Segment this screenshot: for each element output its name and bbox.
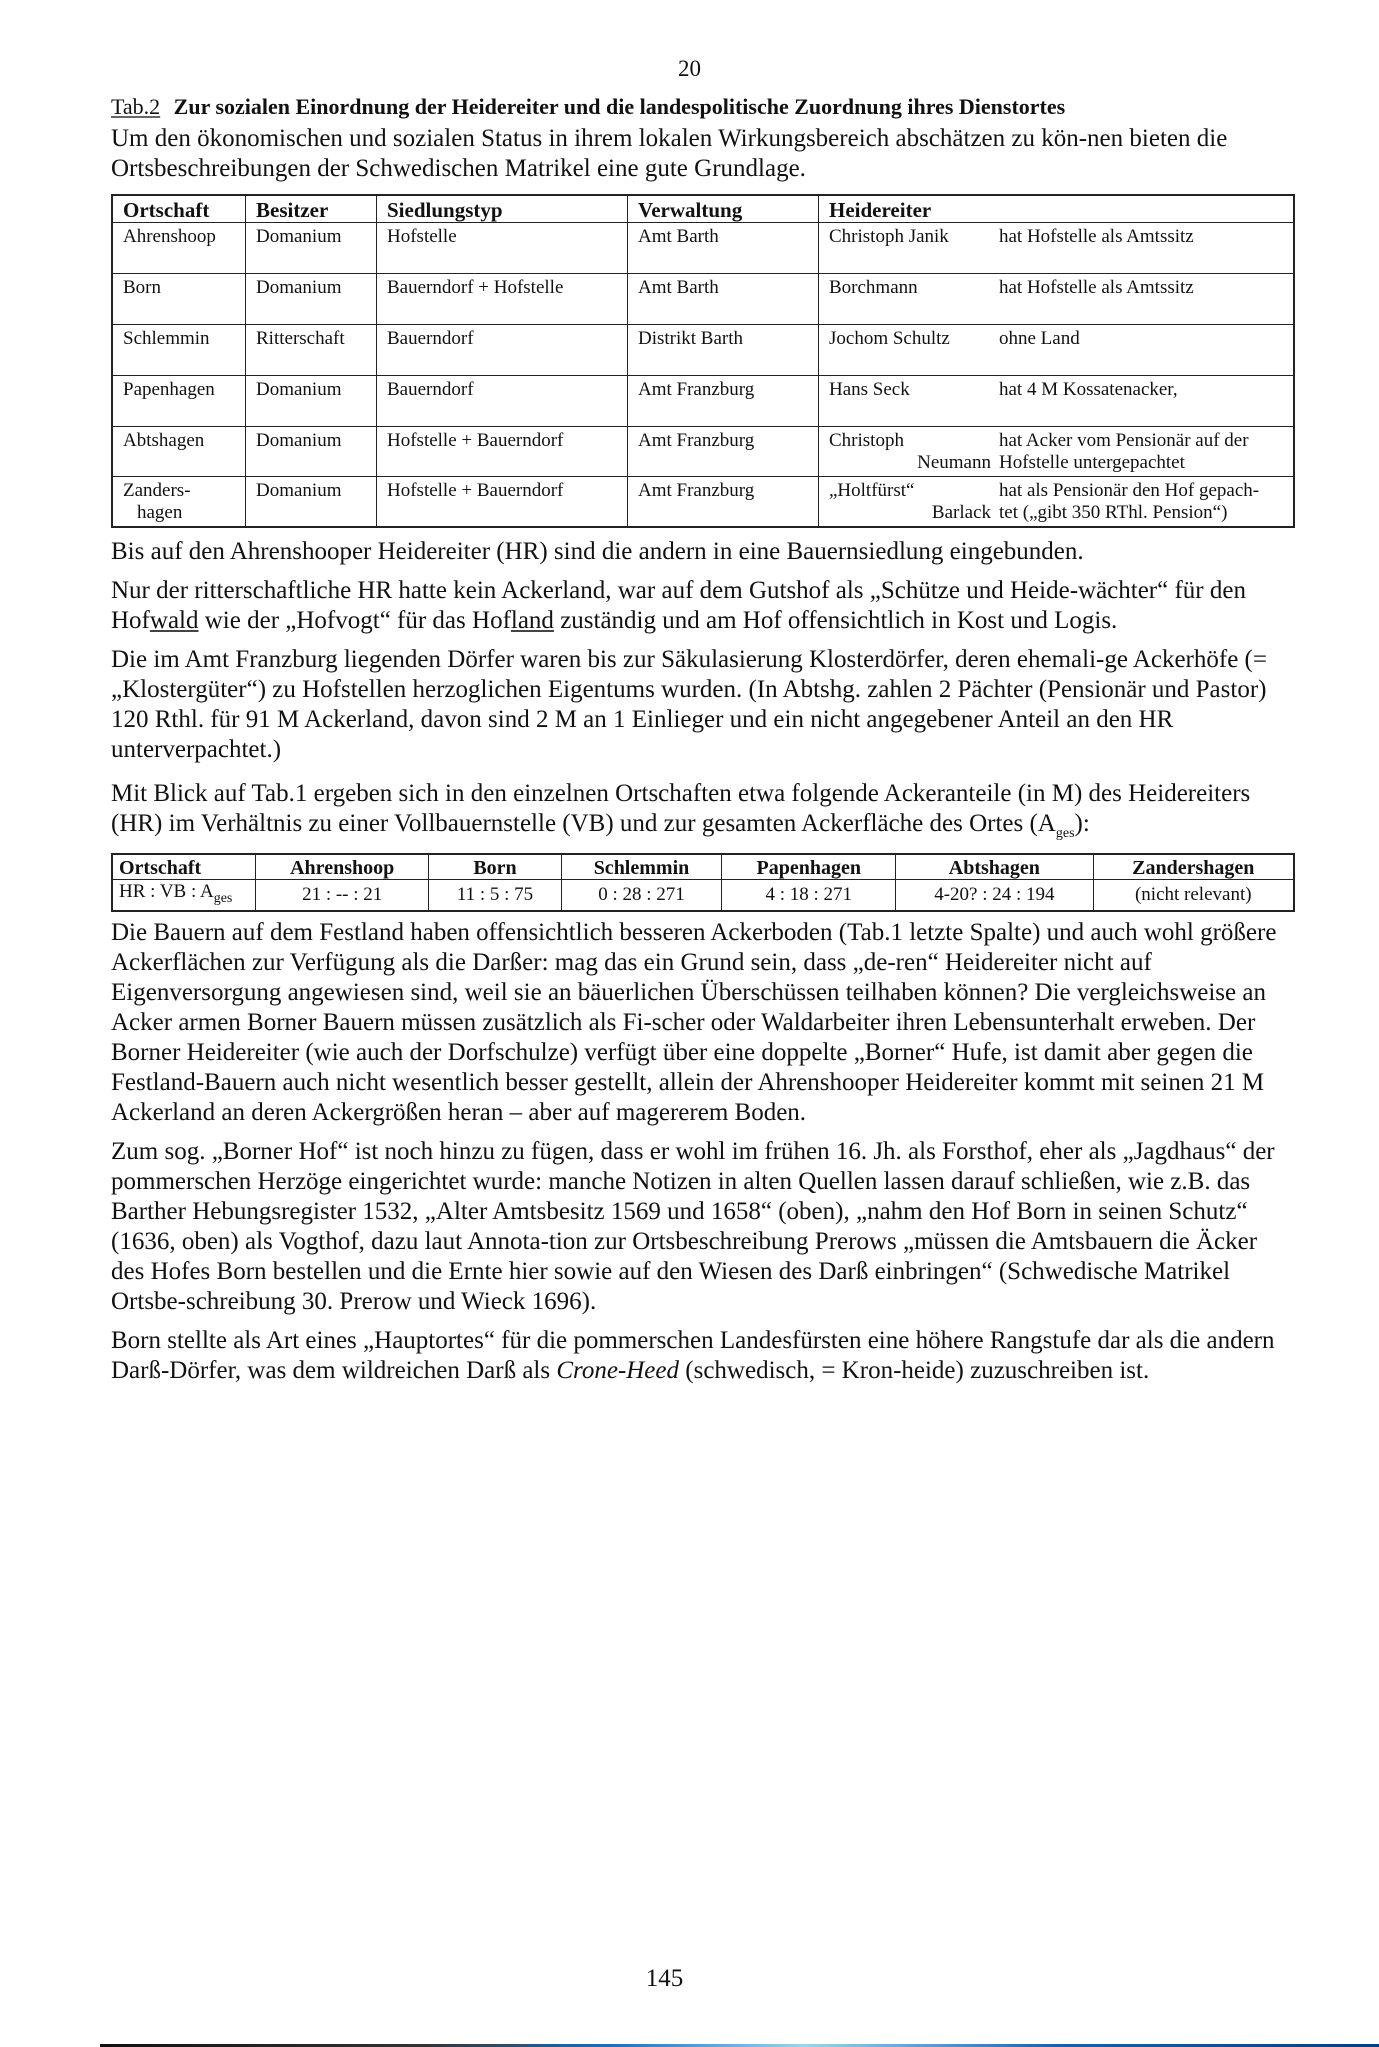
header-born: Born (429, 854, 561, 880)
paragraph-2-text-a: Nur der ritterschaftliche HR hatte kein Ackerland, war auf dem Gutshof als „Schütze und Heide-wächter“ für den Hof (111, 577, 1246, 634)
table-row (112, 274, 1294, 325)
heidereiter-name: Hans Seck (829, 379, 910, 400)
heidereiter-surname: Barlack (931, 502, 991, 523)
paragraph-1: Bis auf den Ahrenshooper Heidereiter (HR) sind die andern in eine Bauernsiedlung eingebunden. (111, 538, 1084, 565)
table-row (112, 376, 1294, 427)
paragraph-2 (111, 576, 1295, 636)
heidereiter-note: hat Acker vom Pensionär auf der (999, 430, 1249, 451)
cell-siedlungstyp: Hofstelle + Bauerndorf (377, 427, 628, 477)
header-siedlungstyp: Siedlungstyp (377, 195, 628, 223)
italic-crone-heed: Crone-Heed (556, 1356, 680, 1384)
cell-siedlungstyp: Bauerndorf (377, 325, 628, 376)
paragraph-5: Die Bauern auf dem Festland haben offensichtlich besseren Ackerboden (Tab.1 letzte Spalte) und auch wohl größere Ackerflächen zur Verfügung als die Darßer: mag das ein Grund sein, dass „de-ren“ Heidereiter nicht auf Eigenversorgung angewiesen sind, weil sie an bäuerlichen Überschüssen teilhaben können? Die vergleichsweise an Acker armen Borner Bauern müssen zusätzlich als Fi-scher oder Waldarbeiter ihren Lebensunterhalt erweben. Der Borner Heidereiter (wie auch der Dorfschulze) verfügt über eine doppelte „Borner“ Hufe, ist damit aber gegen die Festland-Bauern auch nicht wesentlich besser gestellt, allein der Ahrenshooper Heidereiter kommt mit seinen 21 M Ackerland an deren Ackergrößen heran – aber auf magererem Boden. (111, 918, 1277, 1126)
paragraph-4 (111, 779, 1295, 849)
table-row (112, 880, 1294, 911)
cell-besitzer: Domanium (246, 427, 377, 477)
paragraph-6: Zum sog. „Borner Hof“ ist noch hinzu zu fügen, dass er wohl im frühen 16. Jh. als Forsthof, eher als „Jagdhaus“ der pommerschen Herzöge eingerichtet wurde: manche Notizen in alten Quellen lassen darauf schließen, wie z.B. das Barther Hebungsregister 1532, „Alter Amtsbesitz 1569 und 1658“ (oben), „nahm den Hof Born in seinen Schutz“ (1636, oben) als Vogthof, dazu laut Annota-tion zur Ortsbeschreibung Prerows „müssen die Amtsbauern die Äcker des Hofes Born bestellen und die Ernte hier sowie auf den Wiesen des Darß einbringen“ (Schwedische Matrikel Ortsbe-schreibung 30. Prerow und Wieck 1696). (111, 1137, 1275, 1315)
underlined-land: land (510, 607, 554, 634)
cell-siedlungstyp: Hofstelle (377, 223, 628, 274)
cell-zandershagen: (nicht relevant) (1093, 880, 1294, 911)
cell-verwaltung: Amt Franzburg (628, 376, 819, 427)
cell-verwaltung: Amt Barth (628, 274, 819, 325)
row-label (112, 880, 256, 911)
row-label-sub: ges (213, 890, 233, 906)
cell-verwaltung: Amt Franzburg (628, 427, 819, 477)
intro-paragraph: Um den ökonomischen und sozialen Status in ihrem lokalen Wirkungsbereich abschätzen zu kön-nen bieten die Ortsbeschreibungen der Schwedischen Matrikel eine gute Grundlage. (111, 125, 1228, 182)
cell-verwaltung: Amt Barth (628, 223, 819, 274)
subscript-ges: ges (1055, 826, 1075, 841)
table-row (112, 477, 1294, 528)
heidereiter-note-block (999, 430, 1283, 474)
heidereiter-name-block (829, 430, 999, 474)
cell-verwaltung: Amt Franzburg (628, 477, 819, 528)
paragraph-3: Die im Amt Franzburg liegenden Dörfer waren bis zur Säkulasierung Klosterdörfer, deren ehemali-ge Ackerhöfe (= „Klostergüter“) zu Hofstellen herzoglichen Eigentums wurden. (In Abtshg. zahlen 2 Pächter (Pensionär und Pastor) 120 Rthl. für 91 M Ackerland, davon sind 2 M an 1 Einlieger und ein nicht angegebener Anteil an den HR unterverpachtet.) (111, 646, 1267, 763)
paragraph-4-text-b: ): (1074, 810, 1090, 837)
cell-siedlungstyp: Bauerndorf (377, 376, 628, 427)
header-ortschaft: Ortschaft (112, 195, 246, 223)
heidereiter-name: Christoph (829, 430, 904, 451)
heidereiter-name: „Holtfürst“ (829, 480, 915, 501)
heidereiter-name-block (829, 480, 999, 524)
table-title: Zur sozialen Einordnung der Heidereiter und die landespolitische Zuordnung ihres Dienstortes (173, 94, 1066, 119)
cell-verwaltung: Distrikt Barth (628, 325, 819, 376)
cell-besitzer: Domanium (246, 274, 377, 325)
page-number-bottom: 145 (645, 1965, 684, 1992)
cell-papenhagen: 4 : 18 : 271 (722, 880, 896, 911)
paragraph-7-text-a: Born stellte als Art eines „Hauptortes“ für die pommerschen Landesfürsten eine höhere Rangstufe dar als die andern Darß-Dörfer, was dem wildreichen Darß als (111, 1326, 1275, 1384)
header-zandershagen: Zandershagen (1093, 854, 1294, 880)
heidereiter-note: ohne Land (999, 328, 1080, 349)
paragraph-7-text-b: (schwedisch, = Kron-heide) zuzuschreiben ist. (679, 1356, 1150, 1384)
paragraph-2-text-b: wie der „Hofvogt“ für das Hof (198, 607, 511, 634)
cell-heidereiter (819, 274, 1295, 325)
cell-abtshagen: 4-20? : 24 : 194 (896, 880, 1093, 911)
heidereiter-note: hat als Pensionär den Hof gepach- (999, 480, 1260, 501)
row-label-main: HR : VB : A (119, 881, 214, 902)
cell-heidereiter (819, 325, 1295, 376)
cell-heidereiter (819, 427, 1295, 477)
ortschaft-line1: Zanders- (123, 480, 191, 501)
heidereiter-note: hat Hofstelle als Amtssitz (999, 226, 1194, 247)
page-number-top: 20 (678, 56, 701, 81)
paragraph-2-text-c: zuständig und am Hof offensichtlich in Kost und Logis. (553, 607, 1118, 634)
heidereiter-name: Christoph Janik (829, 226, 949, 247)
heidereiter-name: Jochom Schultz (829, 328, 950, 349)
cell-ortschaft: Schlemmin (112, 325, 246, 376)
cell-born: 11 : 5 : 75 (429, 880, 561, 911)
heidereiter-note-cont: tet („gibt 350 RThl. Pension“) (999, 502, 1228, 523)
header-besitzer: Besitzer (246, 195, 377, 223)
cell-besitzer: Domanium (246, 376, 377, 427)
ackeranteile-table (111, 853, 1295, 912)
heidereiter-note: hat 4 M Kossatenacker, (999, 379, 1178, 400)
cell-heidereiter (819, 223, 1295, 274)
cell-ahrenshoop: 21 : -- : 21 (256, 880, 429, 911)
header-ortschaft: Ortschaft (112, 854, 256, 880)
cell-schlemmin: 0 : 28 : 271 (561, 880, 722, 911)
table-header-row (112, 854, 1294, 880)
table-row (112, 223, 1294, 274)
cell-siedlungstyp: Hofstelle + Bauerndorf (377, 477, 628, 528)
heidereiter-surname: Neumann (917, 452, 991, 473)
header-abtshagen: Abtshagen (896, 854, 1093, 880)
table-row (112, 427, 1294, 477)
heidereiter-note: hat Hofstelle als Amtssitz (999, 277, 1194, 298)
cell-ortschaft: Ahrenshoop (112, 223, 246, 274)
heidereiter-note-block (999, 480, 1283, 524)
underlined-wald: wald (149, 607, 199, 634)
cell-heidereiter (819, 376, 1295, 427)
page-content (111, 92, 1295, 1386)
cell-ortschaft: Papenhagen (112, 376, 246, 427)
header-schlemmin: Schlemmin (561, 854, 722, 880)
cell-ortschaft: Abtshagen (112, 427, 246, 477)
cell-besitzer: Domanium (246, 477, 377, 528)
cell-heidereiter (819, 477, 1295, 528)
paragraph-7 (111, 1326, 1295, 1386)
table-label: Tab.2 (111, 94, 161, 119)
header-papenhagen: Papenhagen (722, 854, 896, 880)
cell-besitzer: Domanium (246, 223, 377, 274)
paragraph-4-text-a: Mit Blick auf Tab.1 ergeben sich in den einzelnen Ortschaften etwa folgende Ackeranteile (in M) des Heidereiters (HR) im Verhältnis zu einer Vollbauernstelle (VB) und zur gesamten Ackerfläche des Ortes (A (111, 780, 1251, 837)
cell-ortschaft: Born (112, 274, 246, 325)
cell-besitzer: Ritterschaft (246, 325, 377, 376)
heidereiter-note-cont: Hofstelle untergepachtet (999, 452, 1185, 473)
header-heidereiter: Heidereiter (819, 195, 1295, 223)
table-heading (111, 92, 1295, 122)
cell-siedlungstyp: Bauerndorf + Hofstelle (377, 274, 628, 325)
table-row (112, 325, 1294, 376)
cell-ortschaft (112, 477, 246, 528)
header-verwaltung: Verwaltung (628, 195, 819, 223)
table-header-row (112, 195, 1294, 223)
header-ahrenshoop: Ahrenshoop (256, 854, 429, 880)
heidereiter-table (111, 194, 1295, 528)
ortschaft-line2: hagen (137, 502, 183, 523)
heidereiter-name: Borchmann (829, 277, 918, 298)
